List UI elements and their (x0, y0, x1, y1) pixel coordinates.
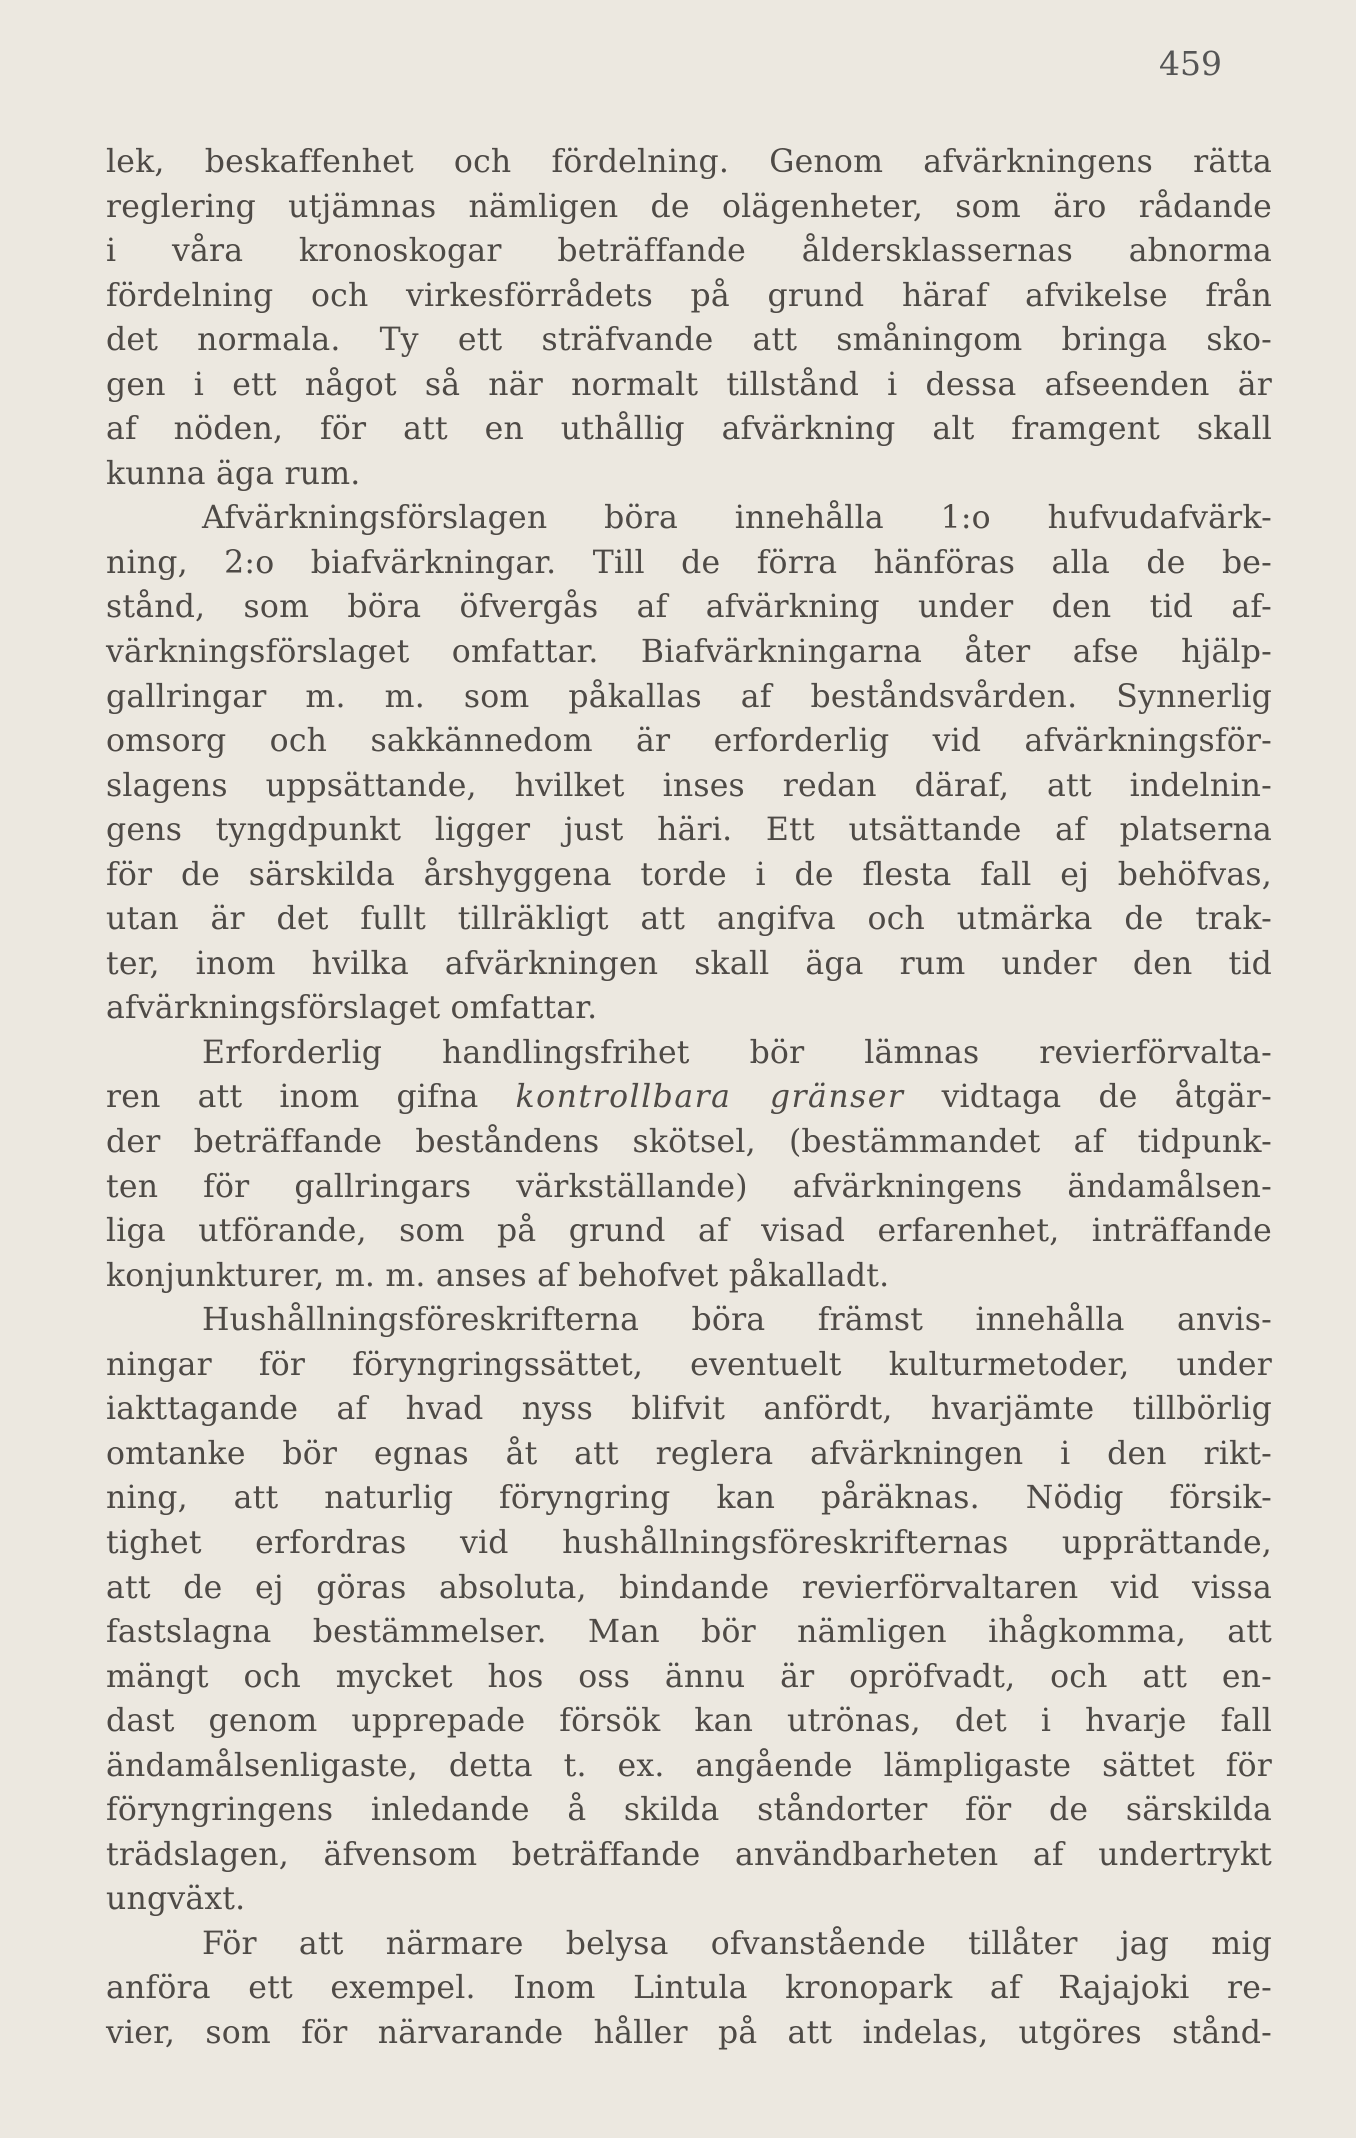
paragraph-start-line: Hushållningsföreskrifterna böra främst innehålla anvis- (202, 1302, 1272, 1339)
text-line: ningar för föryngringssättet, eventuelt kulturmetoder, under (106, 1346, 1272, 1383)
text-line: reglering utjämnas nämligen de olägenheter, som äro rådande (106, 188, 1272, 225)
text-line: iakttagande af hvad nyss blifvit anfördt, hvarjämte tillbörlig (106, 1391, 1272, 1428)
text-line: kunna äga rum. (106, 455, 361, 492)
text-line: ungväxt. (106, 1881, 246, 1918)
text-line: ning, 2:o biafvärkningar. Till de förra hänföras alla de be- (106, 544, 1272, 581)
text-line: dast genom upprepade försök kan utrönas, det i hvarje fall (106, 1703, 1272, 1740)
paragraph-start-line: För att närmare belysa ofvanstående tillåter jag mig (202, 1925, 1272, 1962)
text-line: för de särskilda årshyggena torde i de flesta fall ej behöfvas, (106, 856, 1272, 893)
paragraph-start-line: Afvärkningsförslagen böra innehålla 1:o hufvudafvärk- (202, 500, 1272, 537)
text-line: lek, beskaffenhet och fördelning. Genom afvärkningens rätta (106, 144, 1272, 180)
text-line: vier, som för närvarande håller på att indelas, utgöres stånd- (106, 2014, 1272, 2051)
text-line: stånd, som böra öfvergås af afvärkning under den tid af- (106, 589, 1272, 626)
text-line: ändamålsenligaste, detta t. ex. angående lämpligaste sättet för (106, 1747, 1272, 1784)
text-line: tighet erfordras vid hushållningsföreskrifternas upprättande, (106, 1524, 1272, 1561)
text-line: slagens uppsättande, hvilket inses redan däraf, att indelnin- (106, 767, 1272, 804)
page-number: 459 (1159, 44, 1222, 83)
text-line: gallringar m. m. som påkallas af beståndsvården. Synnerlig (106, 678, 1272, 715)
text-line: der beträffande beståndens skötsel, (bestämmandet af tidpunk- (106, 1124, 1272, 1161)
text-line: ning, att naturlig föryngring kan påräknas. Nödig försik- (106, 1480, 1272, 1517)
text-line: af nöden, för att en uthållig afvärkning alt framgent skall (106, 411, 1272, 448)
text-line: gen i ett något så när normalt tillstånd i dessa afseenden är (106, 366, 1272, 403)
paragraph-start-line: Erforderlig handlingsfrihet bör lämnas revierförvalta- (202, 1034, 1272, 1071)
text-line-with-emphasis (106, 1075, 1272, 1120)
text-line: utan är det fullt tillräkligt att angifva och utmärka de trak- (106, 901, 1272, 938)
text-line: att de ej göras absoluta, bindande revierförvaltaren vid vissa (106, 1569, 1272, 1606)
text-line: konjunkturer, m. m. anses af behofvet påkalladt. (106, 1257, 890, 1294)
line-text-before: ren att inom gifna (106, 1079, 516, 1116)
text-line: anföra ett exempel. Inom Lintula kronopark af Rajajoki re- (106, 1970, 1272, 2007)
text-line: i våra kronoskogar beträffande åldersklassernas abnorma (106, 233, 1272, 270)
text-line: liga utförande, som på grund af visad erfarenhet, inträffande (106, 1213, 1272, 1250)
emphasized-phrase: kontrollbara gränser (515, 1079, 905, 1116)
line-text-after: vidtaga de åtgär- (904, 1079, 1273, 1116)
text-line: det normala. Ty ett sträfvande att småningom bringa sko- (106, 322, 1272, 359)
text-line: mängt och mycket hos oss ännu är opröfvadt, och att en- (106, 1658, 1272, 1695)
text-line: omsorg och sakkännedom är erforderlig vid afvärkningsför- (106, 723, 1272, 760)
text-line: afvärkningsförslaget omfattar. (106, 990, 598, 1027)
text-line: fastslagna bestämmelser. Man bör nämligen ihågkomma, att (106, 1614, 1272, 1651)
text-line: ten för gallringars värkställande) afvärkningens ändamålsen- (106, 1168, 1272, 1205)
text-line: omtanke bör egnas åt att reglera afvärkningen i den rikt- (106, 1435, 1272, 1472)
text-line: värkningsförslaget omfattar. Biafvärkningarna åter afse hjälp- (106, 634, 1272, 671)
text-line: föryngringens inledande å skilda ståndorter för de särskilda (106, 1792, 1272, 1829)
text-line: ter, inom hvilka afvärkningen skall äga rum under den tid (106, 945, 1272, 982)
body-text (106, 140, 1272, 2056)
text-line: gens tyngdpunkt ligger just häri. Ett utsättande af platserna (106, 812, 1272, 849)
text-line: fördelning och virkesförrådets på grund häraf afvikelse från (106, 277, 1272, 314)
text-line: trädslagen, äfvensom beträffande användbarheten af undertrykt (106, 1836, 1272, 1873)
